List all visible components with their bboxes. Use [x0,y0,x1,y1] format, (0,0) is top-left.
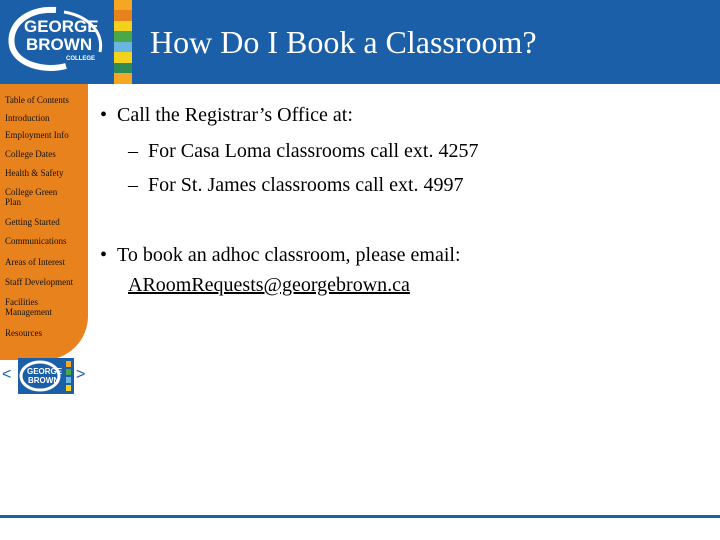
sub-bullet-text: For St. James classrooms call ext. 4997 [148,174,464,196]
sidebar-item-college-dates[interactable]: College Dates [5,149,56,159]
sub-bullet-text: For Casa Loma classrooms call ext. 4257 [148,140,479,162]
sidebar-item-areas-of-interest[interactable]: Areas of Interest [5,257,65,267]
next-slide-button[interactable]: > [76,366,86,383]
stripe-segment [114,42,132,52]
stripe-segment [114,52,132,63]
george-brown-logo [4,4,108,74]
svg-text:GEORGE: GEORGE [27,367,63,376]
color-stripe [114,0,132,84]
svg-text:GEORGE: GEORGE [24,17,99,36]
sidebar-item-staff-development[interactable]: Staff Development [5,277,74,287]
home-logo-button[interactable] [18,358,74,394]
sidebar-item-employment-info[interactable]: Employment Info [5,130,69,140]
svg-text:BROWN: BROWN [28,376,60,385]
stripe-segment [114,63,132,73]
stripe-segment [114,21,132,31]
bottom-divider [0,515,720,518]
sidebar-heading: Table of Contents [5,95,69,105]
svg-text:BROWN: BROWN [26,35,93,54]
sidebar-item-college-green-plan[interactable]: College Green Plan [5,187,58,207]
bullet-item: • To book an adhoc classroom, please email: [100,244,461,266]
bullet-text: Call the Registrar’s Office at: [117,104,353,126]
sidebar-item-health-safety[interactable]: Health & Safety [5,168,64,178]
sidebar-item-resources[interactable]: Resources [5,328,42,338]
page-title: How Do I Book a Classroom? [150,24,537,60]
sidebar-item-communications[interactable]: Communications [5,236,67,246]
stripe-segment [114,73,132,84]
email-link-line [128,270,410,300]
bullet-text: To book an adhoc classroom, please email: [117,244,461,266]
stripe-segment [114,0,132,10]
sub-bullet-item: – For Casa Loma classrooms call ext. 4257 [128,140,479,162]
sidebar-item-facilities-management[interactable]: Facilities Management [5,297,52,317]
stripe-segment [114,31,132,42]
sidebar-item-getting-started[interactable]: Getting Started [5,217,60,227]
bullet-item: • Call the Registrar’s Office at: [100,104,353,126]
previous-slide-button[interactable]: < [2,366,12,383]
email-link[interactable]: ARoomRequests@georgebrown.ca [128,274,410,296]
svg-text:COLLEGE: COLLEGE [66,56,96,62]
header-bar [0,0,720,84]
sub-bullet-item: – For St. James classrooms call ext. 4997 [128,174,464,196]
stripe-segment [114,10,132,21]
sidebar-item-introduction[interactable]: Introduction [5,113,50,123]
